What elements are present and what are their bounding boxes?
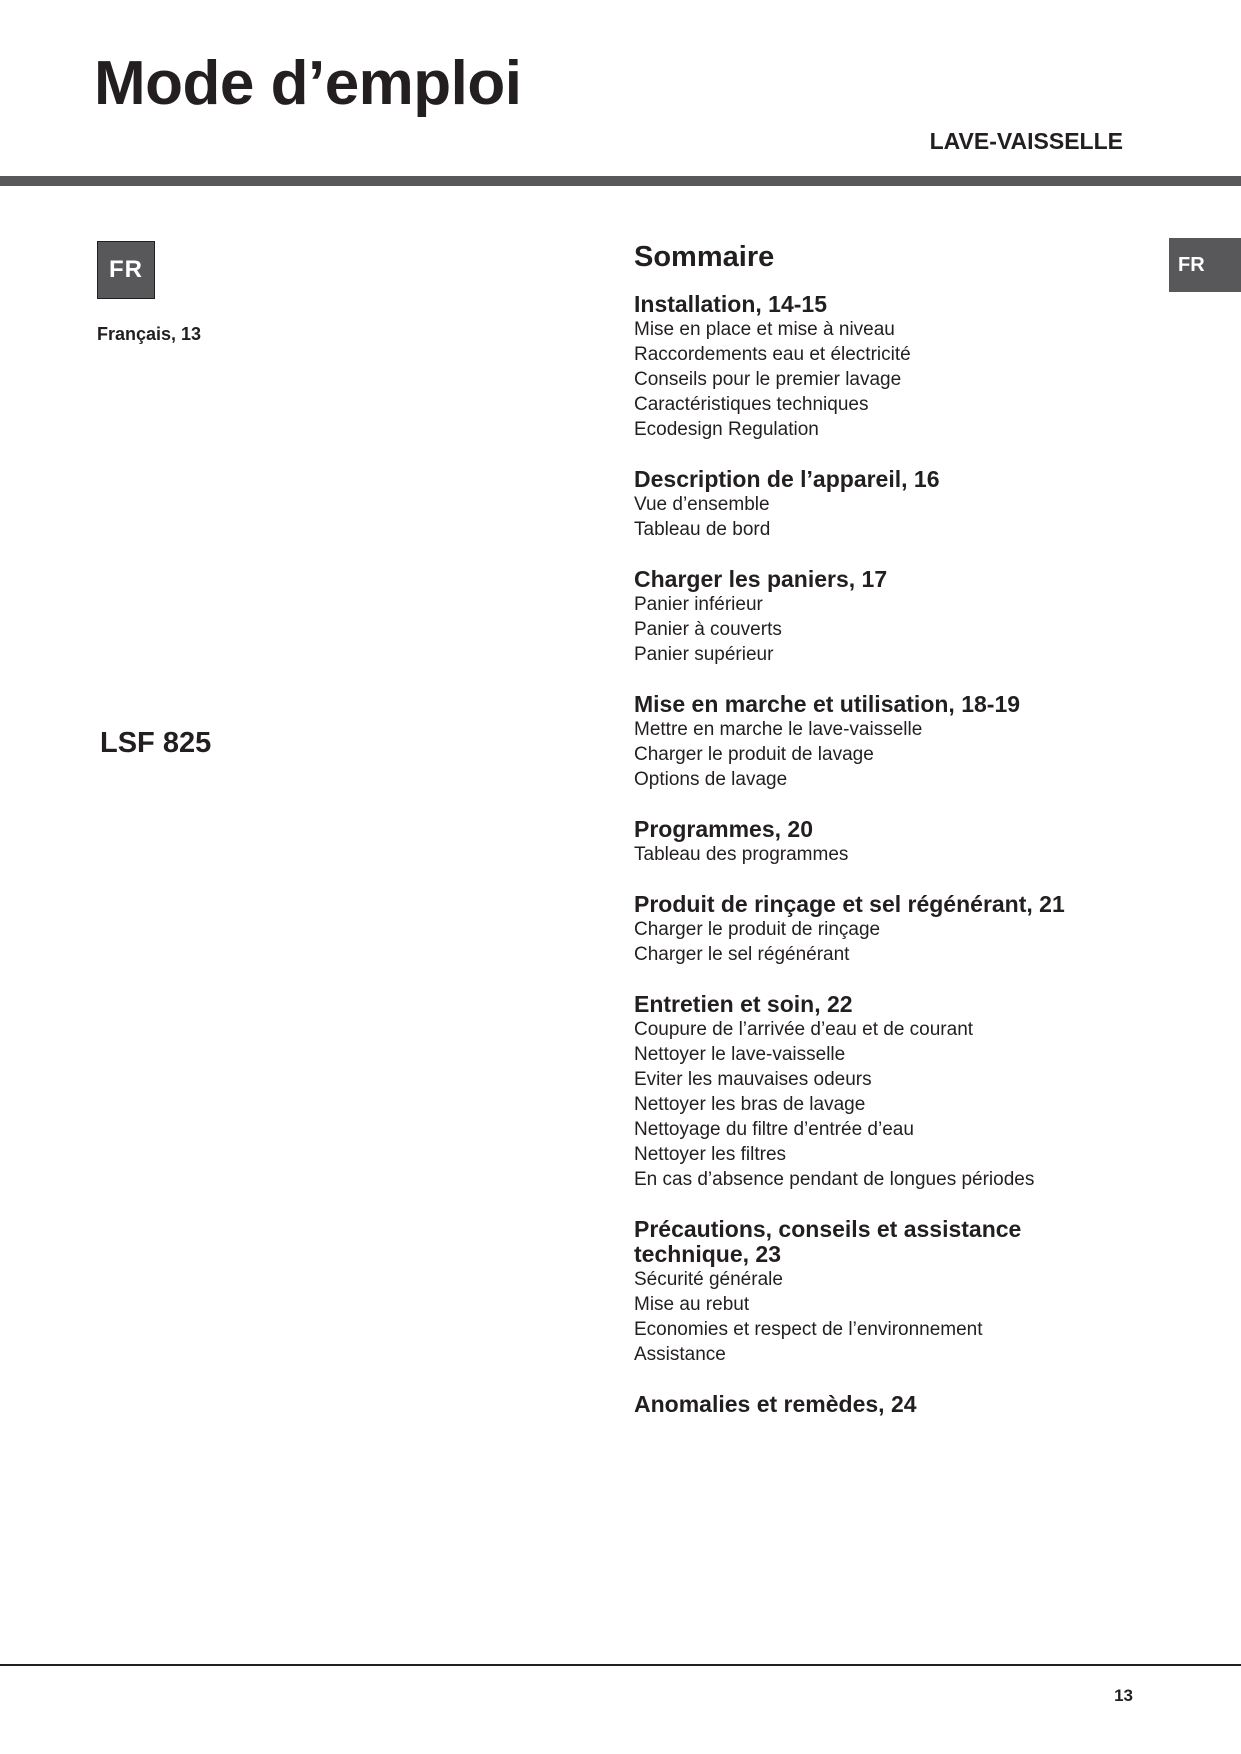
toc-item: Options de lavage xyxy=(634,769,788,790)
toc-section-items xyxy=(634,717,1104,792)
toc-section xyxy=(634,1217,1104,1367)
toc-item: Sécurité générale xyxy=(634,1269,783,1290)
toc-item: Caractéristiques techniques xyxy=(634,394,869,415)
toc-item: Eviter les mauvaises odeurs xyxy=(634,1069,872,1090)
toc-item: Charger le produit de lavage xyxy=(634,744,874,765)
toc-item: Nettoyer les filtres xyxy=(634,1144,787,1165)
toc-section xyxy=(634,567,1104,667)
table-of-contents xyxy=(634,240,1104,1442)
header-divider xyxy=(0,176,1241,186)
toc-item: Panier inférieur xyxy=(634,594,763,615)
toc-item: Nettoyer le lave-vaisselle xyxy=(634,1044,846,1065)
toc-item: Assistance xyxy=(634,1344,726,1365)
language-page-reference: Français, 13 xyxy=(97,324,202,344)
toc-item: Tableau de bord xyxy=(634,519,771,540)
toc-section-items xyxy=(634,592,1104,667)
toc-section-heading: Mise en marche et utilisation, 18-19 xyxy=(634,691,1021,717)
toc-title: Sommaire xyxy=(634,241,775,273)
toc-item: Nettoyage du filtre d’entrée d’eau xyxy=(634,1119,914,1140)
toc-item: Conseils pour le premier lavage xyxy=(634,369,902,390)
toc-item: Vue d’ensemble xyxy=(634,494,770,515)
toc-section-heading: Précautions, conseils et assistance technique, 23 xyxy=(634,1216,1022,1267)
language-side-tab: FR xyxy=(1169,238,1241,292)
toc-section-heading: Installation, 14-15 xyxy=(634,291,828,317)
toc-section-items xyxy=(634,842,1104,867)
toc-section-items xyxy=(634,1017,1104,1192)
page-title: Mode d’emploi xyxy=(94,49,522,118)
toc-section-heading: Description de l’appareil, 16 xyxy=(634,466,940,492)
toc-section-heading: Entretien et soin, 22 xyxy=(634,991,853,1017)
toc-section xyxy=(634,817,1104,867)
toc-sections xyxy=(634,292,1104,1417)
toc-item: Mettre en marche le lave-vaisselle xyxy=(634,719,923,740)
toc-item: Charger le produit de rinçage xyxy=(634,919,881,940)
toc-section xyxy=(634,1392,1104,1417)
toc-section-heading: Charger les paniers, 17 xyxy=(634,566,888,592)
toc-item: Raccordements eau et électricité xyxy=(634,344,911,365)
toc-item: Ecodesign Regulation xyxy=(634,419,819,440)
toc-section-items xyxy=(634,317,1104,442)
toc-item: Mise en place et mise à niveau xyxy=(634,319,895,340)
toc-item: Coupure de l’arrivée d’eau et de courant xyxy=(634,1019,974,1040)
toc-section-heading: Anomalies et remèdes, 24 xyxy=(634,1391,917,1417)
toc-item: Economies et respect de l’environnement xyxy=(634,1319,983,1340)
product-category: LAVE-VAISSELLE xyxy=(929,128,1123,154)
toc-item: Panier supérieur xyxy=(634,644,774,665)
toc-section xyxy=(634,992,1104,1192)
toc-item: Charger le sel régénérant xyxy=(634,944,850,965)
toc-section xyxy=(634,892,1104,967)
toc-section-items xyxy=(634,917,1104,967)
page-number: 13 xyxy=(1114,1686,1133,1705)
toc-item: Tableau des programmes xyxy=(634,844,849,865)
model-number: LSF 825 xyxy=(100,727,212,759)
toc-section-items xyxy=(634,492,1104,542)
language-badge: FR xyxy=(97,241,155,299)
toc-section xyxy=(634,467,1104,542)
toc-section-heading: Programmes, 20 xyxy=(634,816,813,842)
toc-section-items xyxy=(634,1267,1104,1367)
toc-section xyxy=(634,692,1104,792)
footer-divider xyxy=(0,1664,1241,1666)
toc-item: Panier à couverts xyxy=(634,619,782,640)
toc-item: Mise au rebut xyxy=(634,1294,750,1315)
toc-section-heading: Produit de rinçage et sel régénérant, 21 xyxy=(634,891,1065,917)
toc-item: En cas d’absence pendant de longues périodes xyxy=(634,1169,1035,1190)
toc-item: Nettoyer les bras de lavage xyxy=(634,1094,866,1115)
toc-section xyxy=(634,292,1104,442)
